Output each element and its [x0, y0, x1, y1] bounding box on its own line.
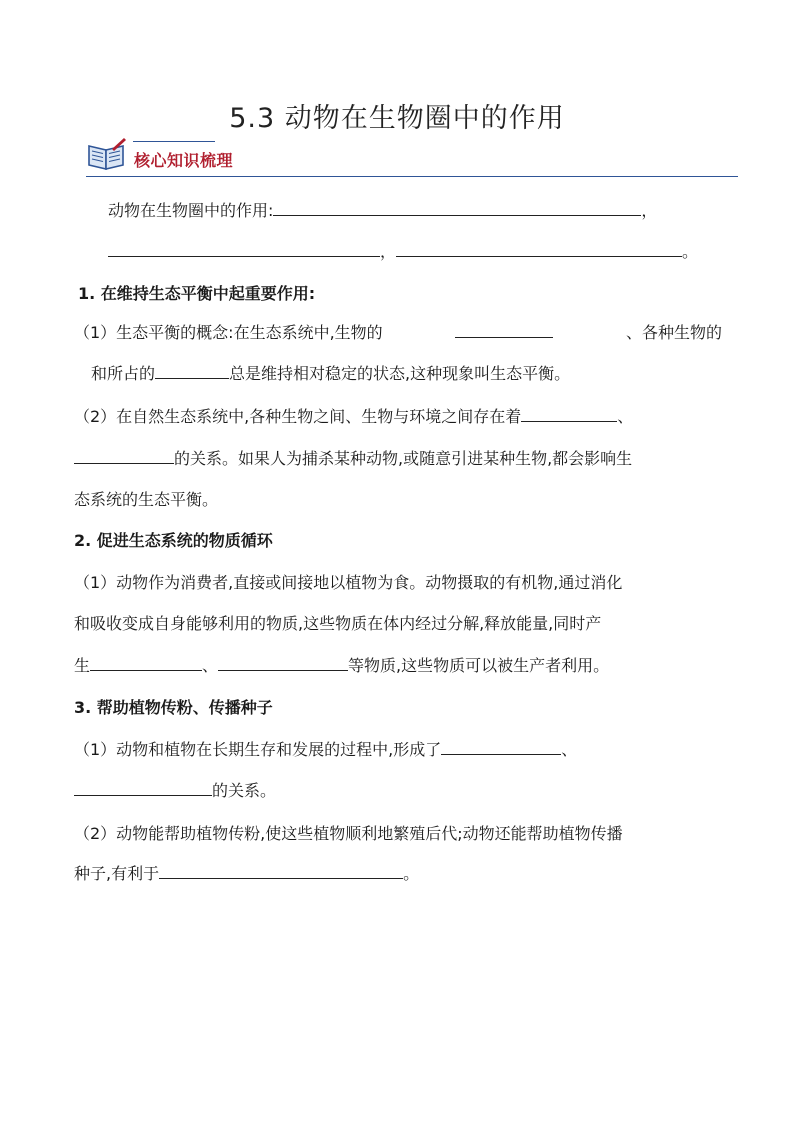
s1-p2-line-1	[74, 405, 633, 429]
s1-p1-line-1	[74, 321, 722, 345]
s1-p2-line-2	[74, 447, 632, 471]
text: （2）在自然生态系统中,各种生物之间、生物与环境之间存在着	[74, 407, 522, 426]
answer-blank[interactable]	[90, 654, 202, 671]
answer-blank[interactable]	[396, 240, 682, 257]
header-rule	[86, 176, 738, 177]
s3-p1-line-1	[74, 738, 577, 762]
s3-p1-line-2	[74, 779, 276, 803]
answer-blank[interactable]	[74, 779, 212, 796]
text: 种子,有利于	[74, 864, 160, 883]
section-header	[86, 136, 738, 180]
section-1-heading: 1. 在维持生态平衡中起重要作用:	[78, 284, 316, 303]
header-overline	[133, 141, 215, 142]
s1-p2-line-3: 态系统的生态平衡。	[74, 490, 219, 509]
s1-p1-line-2	[91, 362, 570, 386]
text: 、	[202, 656, 219, 675]
answer-blank[interactable]	[159, 862, 403, 879]
section-3-heading: 3. 帮助植物传粉、传播种子	[74, 698, 273, 717]
answer-blank[interactable]	[521, 405, 617, 422]
intro-line-1	[108, 199, 657, 223]
section-header-label: 核心知识梳理	[134, 151, 234, 170]
section-2-heading: 2. 促进生态系统的物质循环	[74, 531, 273, 550]
answer-blank[interactable]	[74, 447, 174, 464]
answer-blank[interactable]	[441, 738, 561, 755]
text: 生	[74, 656, 91, 675]
s2-p1-line-1: （1）动物作为消费者,直接或间接地以植物为食。动物摄取的有机物,通过消化	[74, 573, 623, 592]
s3-p2-line-2	[74, 862, 419, 886]
text: 的关系。	[212, 781, 277, 800]
text: 的关系。如果人为捕杀某种动物,或随意引进某种生物,都会影响生	[174, 449, 633, 468]
answer-blank[interactable]	[218, 654, 348, 671]
text: 、	[617, 407, 634, 426]
text: 总是维持相对稳定的状态,这种现象叫生态平衡。	[229, 364, 571, 383]
period: 。	[682, 242, 699, 261]
text: （1）生态平衡的概念:在生态系统中,生物的	[74, 323, 383, 342]
s2-p1-line-2: 和吸收变成自身能够利用的物质,这些物质在体内经过分解,释放能量,同时产	[74, 614, 602, 633]
s3-p2-line-1: （2）动物能帮助植物传粉,使这些植物顺利地繁殖后代;动物还能帮助植物传播	[74, 824, 623, 843]
intro-line-2	[108, 240, 698, 264]
intro-lead: 动物在生物圈中的作用:	[108, 201, 274, 220]
separator: ，	[641, 201, 658, 220]
answer-blank[interactable]	[155, 362, 229, 379]
text: 、各种生物的	[625, 323, 722, 342]
text: （1）动物和植物在长期生存和发展的过程中,形成了	[74, 740, 442, 759]
text: 。	[403, 864, 420, 883]
open-book-icon	[86, 138, 128, 172]
answer-blank[interactable]	[273, 199, 641, 216]
text: 和所占的	[91, 364, 156, 383]
answer-blank[interactable]	[455, 321, 553, 338]
text: 、	[561, 740, 578, 759]
page-title: 5.3 动物在生物圈中的作用	[229, 103, 565, 134]
text: 等物质,这些物质可以被生产者利用。	[348, 656, 610, 675]
answer-blank[interactable]	[108, 240, 380, 257]
s2-p1-line-3	[74, 654, 609, 678]
separator: ，	[380, 242, 397, 261]
